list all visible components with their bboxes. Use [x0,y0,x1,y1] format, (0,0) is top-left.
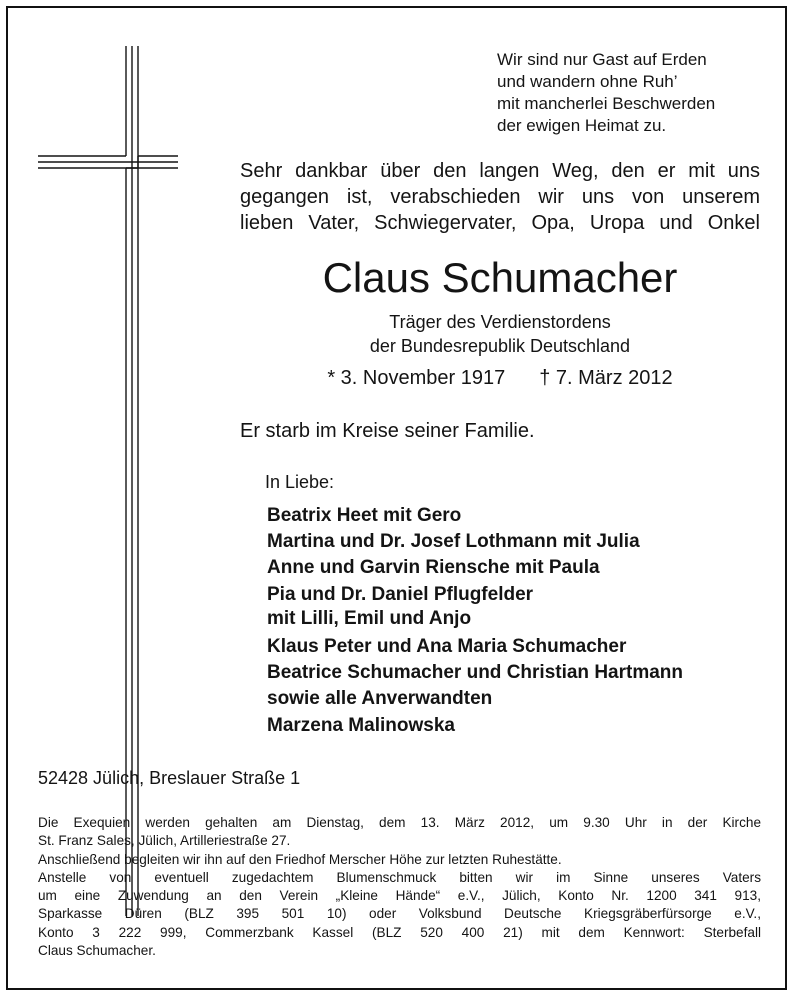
notice-line: Anschließend begleiten wir ihn auf den Friedhof Merscher Höhe zur letzten Ruhestätte. [38,851,562,867]
mourner: Pia und Dr. Daniel Pflugfelder [267,583,534,605]
donation-paragraph [38,869,761,960]
mourner: mit Lilli, Emil und Anjo [267,607,472,629]
mourner: Beatrice Schumacher und Christian Hartmann [267,662,683,684]
honor-line: der Bundesrepublik Deutschland [369,336,631,356]
deceased-honor [240,310,760,358]
burial-paragraph [38,851,761,869]
mourner: Anne und Garvin Riensche mit Paula [267,557,600,579]
intro-line: gegangen ist, verabschieden wir uns von unserem [240,186,760,208]
deceased-name: Claus Schumacher [322,254,678,301]
mourners-list [267,503,683,739]
notice-line: Anstelle von eventuell zugedachtem Blumenschmuck bitten wir im Sinne unseres Vaters [38,869,761,885]
notice-line: St. Franz Sales, Jülich, Artilleriestraße 27. [38,833,291,849]
verse [497,49,715,137]
mourner: sowie alle Anverwandten [267,688,493,710]
notice-line: um eine Zuwendung an den Verein „Kleine Hände“ e.V., Jülich, Konto Nr. 1200 341 913, [38,888,761,904]
verse-line: und wandern ohne Ruh’ [497,72,678,91]
death-note: Er starb im Kreise seiner Familie. [240,420,535,442]
notice-line: Konto 3 222 999, Commerzbank Kassel (BLZ 520 400 21) mit dem Kennwort: Sterbefall [38,924,761,940]
notice-line: Die Exequien werden gehalten am Dienstag, dem 13. März 2012, um 9.30 Uhr in der Kirche [38,815,761,830]
intro-line: Sehr dankbar über den langen Weg, den er mit uns [240,160,760,182]
birth-date: * 3. November 1917 [327,367,506,389]
verse-line: mit mancherlei Beschwerden [497,94,716,113]
life-dates [240,365,760,391]
in-love-label: In Liebe: [265,472,335,492]
honor-line: Träger des Verdienstordens [389,312,611,332]
mourner: Klaus Peter und Ana Maria Schumacher [267,636,627,658]
notice-line: Sparkasse Düren (BLZ 395 501 10) oder Volksbund Deutsche Kriegsgräberfürsorge e.V., [38,906,761,922]
obituary-notice [6,6,787,990]
address: 52428 Jülich, Breslauer Straße 1 [38,768,301,788]
exequien-paragraph [38,814,761,851]
verse-line: der ewigen Heimat zu. [497,116,667,135]
service-notice [38,814,761,960]
cross-icon [38,46,178,926]
mourner: Martina und Dr. Josef Lothmann mit Julia [267,531,640,553]
death-date: † 7. März 2012 [539,367,673,389]
mourner: Beatrix Heet mit Gero [267,505,462,526]
intro-line: lieben Vater, Schwiegervater, Opa, Uropa und Onkel [240,212,760,234]
verse-line: Wir sind nur Gast auf Erden [497,50,707,69]
intro-text [240,158,760,236]
mourner: Marzena Malinowska [267,714,455,736]
notice-line: Claus Schumacher. [38,943,156,959]
